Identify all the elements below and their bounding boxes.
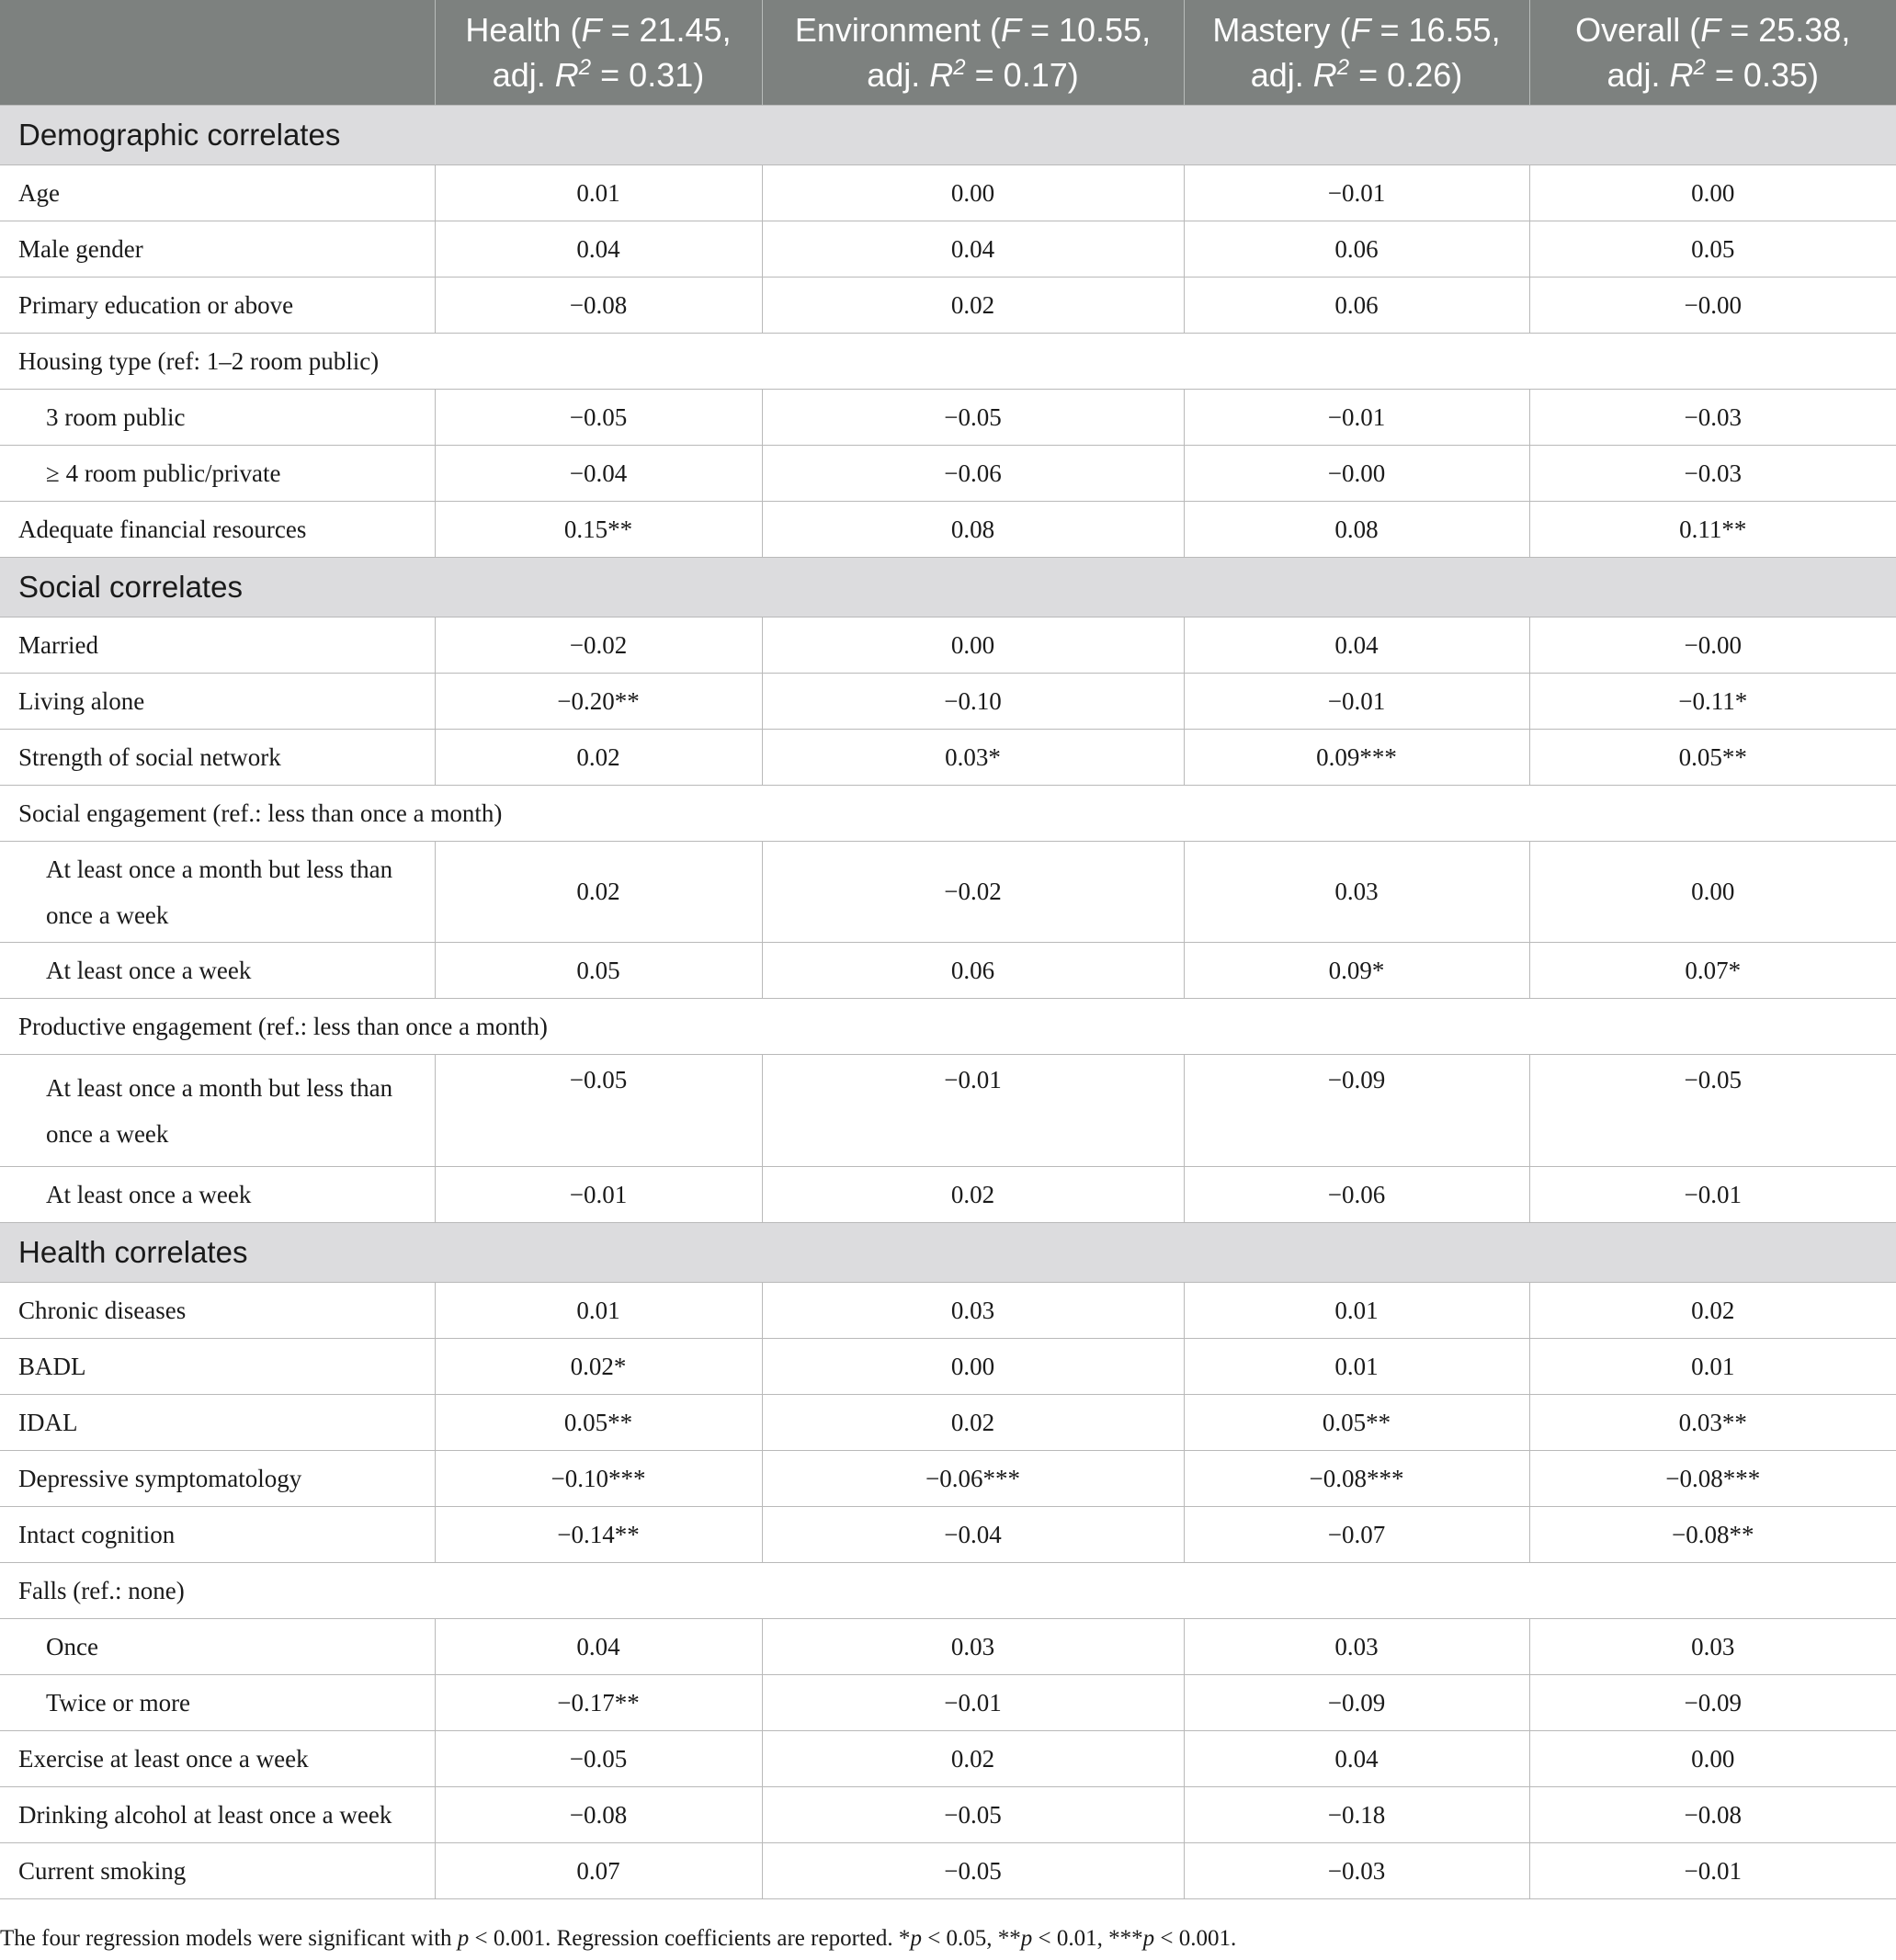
cell-health: −0.01 (435, 1167, 762, 1223)
table-row (0, 1619, 1896, 1675)
cell-mastery: −0.07 (1184, 1507, 1529, 1563)
group-label: Social engagement (ref.: less than once a month) (0, 786, 1896, 842)
table-row (0, 1167, 1896, 1223)
row-label: ≥ 4 room public/private (0, 446, 435, 502)
cell-overall: −0.08** (1529, 1507, 1896, 1563)
section-title: Health correlates (0, 1223, 1896, 1283)
table-row (0, 1395, 1896, 1451)
cell-overall: −0.00 (1529, 278, 1896, 334)
cell-environment: −0.05 (762, 1787, 1184, 1843)
cell-health: −0.10*** (435, 1451, 762, 1507)
header-overall: Overall (F = 25.38, adj. $R^2 = 0.35$) (1529, 0, 1896, 106)
row-label: IDAL (0, 1395, 435, 1451)
row-label: Current smoking (0, 1843, 435, 1899)
cell-environment: −0.05 (762, 390, 1184, 446)
section-title: Social correlates (0, 558, 1896, 617)
cell-overall: 0.01 (1529, 1339, 1896, 1395)
row-label: At least once a week (0, 1167, 435, 1223)
table-row (0, 446, 1896, 502)
row-label: Depressive symptomatology (0, 1451, 435, 1507)
cell-health: −0.08 (435, 278, 762, 334)
cell-environment: 0.08 (762, 502, 1184, 558)
table-row (0, 943, 1896, 999)
cell-overall: 0.02 (1529, 1283, 1896, 1339)
group-label: Productive engagement (ref.: less than once a month) (0, 999, 1896, 1055)
header-blank (0, 0, 435, 106)
cell-health: 0.02* (435, 1339, 762, 1395)
section-social (0, 558, 1896, 617)
cell-health: −0.05 (435, 390, 762, 446)
table-row (0, 1451, 1896, 1507)
cell-environment: 0.03 (762, 1619, 1184, 1675)
row-label: At least once a week (0, 943, 435, 999)
cell-environment: −0.06*** (762, 1451, 1184, 1507)
row-label: Strength of social network (0, 730, 435, 786)
cell-overall: −0.03 (1529, 390, 1896, 446)
cell-mastery: 0.03 (1184, 842, 1529, 943)
cell-health: −0.05 (435, 1731, 762, 1787)
cell-environment: −0.01 (762, 1055, 1184, 1167)
cell-environment: 0.00 (762, 617, 1184, 674)
cell-mastery: −0.01 (1184, 165, 1529, 221)
table-row (0, 221, 1896, 278)
row-label: Living alone (0, 674, 435, 730)
cell-health: −0.02 (435, 617, 762, 674)
header-health: Health (F = 21.45, adj. $R^2 = 0.31$) (435, 0, 762, 106)
row-label: Intact cognition (0, 1507, 435, 1563)
cell-health: 0.15** (435, 502, 762, 558)
cell-health: 0.02 (435, 730, 762, 786)
cell-environment: 0.02 (762, 1167, 1184, 1223)
cell-mastery: −0.09 (1184, 1055, 1529, 1167)
cell-overall: −0.08 (1529, 1787, 1896, 1843)
cell-health: 0.07 (435, 1843, 762, 1899)
table-row (0, 278, 1896, 334)
table-row (0, 1675, 1896, 1731)
cell-mastery: 0.01 (1184, 1339, 1529, 1395)
cell-overall: 0.05** (1529, 730, 1896, 786)
cell-overall: 0.11** (1529, 502, 1896, 558)
cell-overall: −0.08*** (1529, 1451, 1896, 1507)
row-label: Primary education or above (0, 278, 435, 334)
table-row (0, 1787, 1896, 1843)
cell-overall: 0.03** (1529, 1395, 1896, 1451)
group-label: Housing type (ref: 1–2 room public) (0, 334, 1896, 390)
header-environment: Environment (F = 10.55, adj. $R^2 = 0.17$) (762, 0, 1184, 106)
row-label: Age (0, 165, 435, 221)
cell-overall: −0.09 (1529, 1675, 1896, 1731)
section-title: Demographic correlates (0, 106, 1896, 165)
row-label: Adequate financial resources (0, 502, 435, 558)
row-label: 3 room public (0, 390, 435, 446)
row-label: Male gender (0, 221, 435, 278)
cell-health: −0.14** (435, 1507, 762, 1563)
cell-overall: 0.03 (1529, 1619, 1896, 1675)
row-label: At least once a month but less than once a week (0, 1055, 435, 1167)
section-demographic (0, 106, 1896, 165)
cell-mastery: 0.04 (1184, 617, 1529, 674)
cell-overall: 0.05 (1529, 221, 1896, 278)
cell-mastery: −0.09 (1184, 1675, 1529, 1731)
cell-mastery: 0.04 (1184, 1731, 1529, 1787)
cell-environment: −0.02 (762, 842, 1184, 943)
table-row (0, 390, 1896, 446)
cell-environment: −0.10 (762, 674, 1184, 730)
cell-health: −0.05 (435, 1055, 762, 1167)
cell-environment: 0.00 (762, 165, 1184, 221)
table-row (0, 1731, 1896, 1787)
row-label: Chronic diseases (0, 1283, 435, 1339)
header-row (0, 0, 1896, 106)
cell-mastery: −0.00 (1184, 446, 1529, 502)
row-label: Married (0, 617, 435, 674)
cell-mastery: 0.03 (1184, 1619, 1529, 1675)
table-row (0, 674, 1896, 730)
cell-health: 0.04 (435, 1619, 762, 1675)
cell-environment: −0.06 (762, 446, 1184, 502)
group-row (0, 786, 1896, 842)
cell-health: 0.05** (435, 1395, 762, 1451)
row-label: Drinking alcohol at least once a week (0, 1787, 435, 1843)
table-row (0, 165, 1896, 221)
cell-mastery: −0.08*** (1184, 1451, 1529, 1507)
cell-overall: −0.01 (1529, 1167, 1896, 1223)
table-row (0, 1055, 1896, 1167)
table-row (0, 842, 1896, 943)
cell-environment: 0.02 (762, 1731, 1184, 1787)
cell-overall: 0.00 (1529, 165, 1896, 221)
cell-health: 0.02 (435, 842, 762, 943)
cell-health: 0.05 (435, 943, 762, 999)
cell-mastery: 0.05** (1184, 1395, 1529, 1451)
cell-health: 0.01 (435, 165, 762, 221)
row-label: Exercise at least once a week (0, 1731, 435, 1787)
cell-overall: −0.03 (1529, 446, 1896, 502)
table-row (0, 1843, 1896, 1899)
section-health (0, 1223, 1896, 1283)
cell-mastery: −0.03 (1184, 1843, 1529, 1899)
cell-health: 0.04 (435, 221, 762, 278)
cell-environment: −0.05 (762, 1843, 1184, 1899)
cell-overall: 0.00 (1529, 1731, 1896, 1787)
row-label: Once (0, 1619, 435, 1675)
table-footnote: The four regression models were significant with p < 0.001. Regression coefficients are reported. *p < 0.05, **p < 0.01, ***p < 0.001. (0, 1926, 1237, 1951)
cell-mastery: −0.18 (1184, 1787, 1529, 1843)
cell-health: −0.17** (435, 1675, 762, 1731)
cell-mastery: −0.01 (1184, 390, 1529, 446)
group-row (0, 999, 1896, 1055)
table-row (0, 502, 1896, 558)
group-label: Falls (ref.: none) (0, 1563, 1896, 1619)
row-label: Twice or more (0, 1675, 435, 1731)
cell-environment: 0.02 (762, 278, 1184, 334)
cell-health: −0.08 (435, 1787, 762, 1843)
table-row (0, 1339, 1896, 1395)
cell-environment: 0.03 (762, 1283, 1184, 1339)
cell-mastery: 0.06 (1184, 278, 1529, 334)
cell-overall: 0.07* (1529, 943, 1896, 999)
table-row (0, 1507, 1896, 1563)
cell-mastery: 0.01 (1184, 1283, 1529, 1339)
table-row (0, 730, 1896, 786)
cell-mastery: 0.06 (1184, 221, 1529, 278)
cell-overall: −0.00 (1529, 617, 1896, 674)
cell-environment: 0.06 (762, 943, 1184, 999)
group-row (0, 334, 1896, 390)
cell-mastery: 0.08 (1184, 502, 1529, 558)
header-mastery: Mastery (F = 16.55, adj. $R^2 = 0.26$) (1184, 0, 1529, 106)
cell-environment: 0.04 (762, 221, 1184, 278)
table-row (0, 1283, 1896, 1339)
cell-mastery: −0.06 (1184, 1167, 1529, 1223)
cell-health: −0.04 (435, 446, 762, 502)
cell-mastery: −0.01 (1184, 674, 1529, 730)
cell-overall: 0.00 (1529, 842, 1896, 943)
cell-overall: −0.11* (1529, 674, 1896, 730)
cell-overall: −0.05 (1529, 1055, 1896, 1167)
cell-mastery: 0.09* (1184, 943, 1529, 999)
cell-environment: 0.00 (762, 1339, 1184, 1395)
cell-environment: −0.04 (762, 1507, 1184, 1563)
cell-environment: 0.02 (762, 1395, 1184, 1451)
cell-health: −0.20** (435, 674, 762, 730)
cell-environment: 0.03* (762, 730, 1184, 786)
row-label: At least once a month but less than once a week (0, 842, 435, 943)
cell-mastery: 0.09*** (1184, 730, 1529, 786)
cell-health: 0.01 (435, 1283, 762, 1339)
cell-overall: −0.01 (1529, 1843, 1896, 1899)
cell-environment: −0.01 (762, 1675, 1184, 1731)
group-row (0, 1563, 1896, 1619)
table-row (0, 617, 1896, 674)
row-label: BADL (0, 1339, 435, 1395)
